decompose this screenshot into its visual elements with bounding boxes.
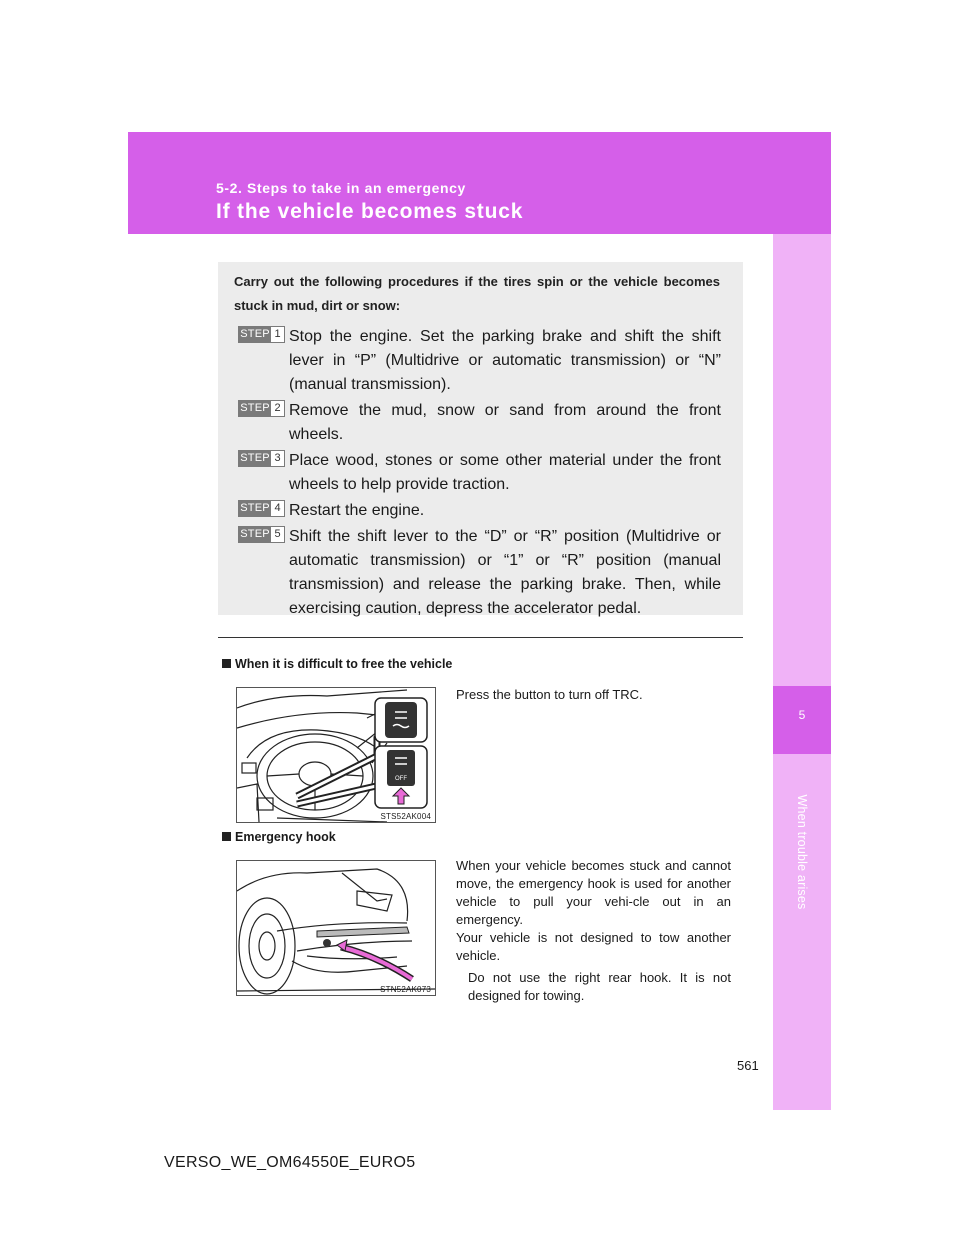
step-text: Shift the shift lever to the “D” or “R” position (Multidrive or automatic transmission) or “1” or “R” position (manual transmission) and release the parking brake. Then, while exercising caution, depress the accelerator pedal. <box>289 528 721 617</box>
step-number: 2 <box>274 402 281 414</box>
chapter-title: When trouble arises <box>795 794 809 910</box>
step-word: STEP <box>240 402 270 414</box>
step-4 <box>238 499 721 523</box>
trc-text-para: Press the button to turn off TRC. <box>456 687 643 702</box>
figure-code: STS52AK004 <box>380 812 431 821</box>
step-5 <box>238 525 721 621</box>
vehicle-rear-illustration <box>237 861 435 995</box>
step-text: Stop the engine. Set the parking brake and shift the shift lever in “P” (Multidrive or automatic transmission) or “N” (manual transmission). <box>289 328 721 393</box>
page-title: If the vehicle becomes stuck <box>216 200 524 223</box>
chapter-header <box>128 132 831 234</box>
step-number: 5 <box>274 528 281 540</box>
step-badge <box>238 450 285 467</box>
step-text: Restart the engine. <box>289 502 425 519</box>
step-word: STEP <box>240 502 270 514</box>
step-badge <box>238 500 285 517</box>
hook-heading-text: Emergency hook <box>235 830 336 844</box>
step-1 <box>238 325 721 397</box>
chapter-number: 5 <box>798 708 806 722</box>
step-badge <box>238 526 285 543</box>
hook-text-para-2: Your vehicle is not designed to tow another vehicle. <box>456 930 731 963</box>
step-badge <box>238 326 285 343</box>
square-bullet-icon <box>222 659 231 668</box>
dashboard-trc-figure <box>236 687 436 823</box>
hook-note: Do not use the right rear hook. It is not designed for towing. <box>468 970 731 1003</box>
step-3 <box>238 449 721 497</box>
step-word: STEP <box>240 528 270 540</box>
section-divider <box>218 637 743 638</box>
step-badge <box>238 400 285 417</box>
step-word: STEP <box>240 328 270 340</box>
step-2 <box>238 399 721 447</box>
chapter-tab-active[interactable] <box>773 686 831 754</box>
figure-code: STN52AK073 <box>380 985 431 994</box>
square-bullet-icon <box>222 832 231 841</box>
hook-heading <box>222 830 336 844</box>
trc-heading <box>222 657 452 671</box>
hook-text-para-1: When your vehicle becomes stuck and cannot move, the emergency hook is used for another vehicle to pull your vehi-cle out in an emergency. <box>456 858 731 927</box>
section-label: 5-2. Steps to take in an emergency <box>216 180 466 196</box>
step-text: Place wood, stones or some other material under the front wheels to help provide traction. <box>289 452 721 493</box>
procedure-box <box>218 262 743 615</box>
procedure-intro: Carry out the following procedures if the tires spin or the vehicle becomes stuck in mud, dirt or snow: <box>234 274 720 313</box>
page-number: 561 <box>737 1058 759 1073</box>
step-text: Remove the mud, snow or sand from around the front wheels. <box>289 402 721 443</box>
dashboard-illustration <box>237 688 435 822</box>
step-number: 3 <box>274 452 281 464</box>
trc-heading-text: When it is difficult to free the vehicle <box>235 657 453 671</box>
step-word: STEP <box>240 452 270 464</box>
step-number: 1 <box>274 328 281 340</box>
chapter-side-tab <box>773 234 831 1110</box>
hook-text <box>456 857 731 1005</box>
step-number: 4 <box>274 502 281 514</box>
off-label: OFF <box>395 776 407 782</box>
document-footer: VERSO_WE_OM64550E_EURO5 <box>164 1154 416 1171</box>
trc-text <box>456 686 731 704</box>
emergency-hook-figure <box>236 860 436 996</box>
